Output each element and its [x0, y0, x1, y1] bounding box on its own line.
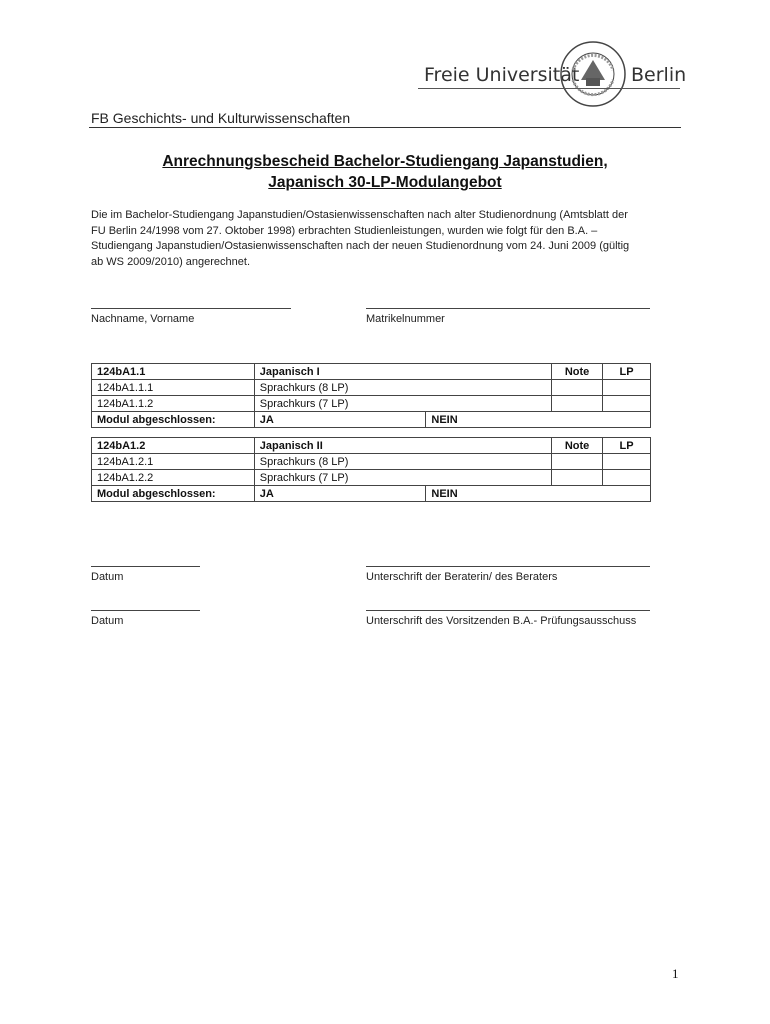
document-title-line1: Anrechnungsbescheid Bachelor-Studiengang Japanstudien,: [162, 153, 608, 170]
document-title-line2: Japanisch 30-LP-Modulangebot: [268, 174, 502, 191]
module-code: 124bA1.1: [92, 364, 255, 380]
department-name: FB Geschichts- und Kulturwissenschaften: [91, 110, 351, 126]
lp-cell[interactable]: [603, 454, 651, 470]
course-name: Sprachkurs (8 LP): [254, 380, 551, 396]
course-code: 124bA1.1.2: [92, 396, 255, 412]
note-cell[interactable]: [552, 396, 603, 412]
page-number: 1: [672, 966, 679, 981]
logo-rule: [418, 88, 680, 89]
course-code: 124bA1.1.1: [92, 380, 255, 396]
intro-line: ab WS 2009/2010) angerechnet.: [91, 255, 251, 268]
name-field-line[interactable]: [91, 308, 291, 309]
date2-line[interactable]: [91, 610, 200, 611]
lp-cell[interactable]: [603, 470, 651, 486]
table-row: [92, 454, 651, 470]
module-name: Japanisch II: [254, 438, 551, 454]
intro-line: Studiengang Japanstudien/Ostasienwissenschaften nach der neuen Studienordnung vom 24. Juni 2009 (gültig: [91, 240, 630, 252]
chair-signature-line[interactable]: [366, 610, 650, 611]
note-header: Note: [552, 438, 603, 454]
table-row: [92, 396, 651, 412]
intro-paragraph: [91, 208, 683, 270]
lp-cell[interactable]: [603, 396, 651, 412]
note-cell[interactable]: [552, 454, 603, 470]
intro-line: Die im Bachelor-Studiengang Japanstudien/Ostasienwissenschaften nach alter Studienordnung (Amtsblatt der: [91, 209, 628, 221]
date1-label: Datum: [91, 571, 124, 583]
lp-header: LP: [603, 364, 651, 380]
course-name: Sprachkurs (8 LP): [254, 454, 551, 470]
lp-header: LP: [603, 438, 651, 454]
date1-line[interactable]: [91, 566, 200, 567]
module-table-1: [91, 363, 651, 428]
table-header-row: [92, 364, 651, 380]
note-cell[interactable]: [552, 470, 603, 486]
department-rule: [89, 127, 681, 128]
intro-line: FU Berlin 24/1998 vom 27. Oktober 1998) erbrachten Studienleistungen, wurden wie folgt für den B.A. –: [91, 224, 598, 237]
course-name: Sprachkurs (7 LP): [254, 396, 551, 412]
completion-row: [92, 486, 651, 502]
completion-row: [92, 412, 651, 428]
completion-no[interactable]: NEIN: [426, 486, 651, 502]
chair-signature-label: Unterschrift des Vorsitzenden B.A.- Prüfungsausschuss: [366, 615, 637, 627]
name-field-label: Nachname, Vorname: [91, 313, 195, 325]
course-code: 124bA1.2.1: [92, 454, 255, 470]
advisor-signature-line[interactable]: [366, 566, 650, 567]
completion-label: Modul abgeschlossen:: [92, 412, 255, 428]
completion-no[interactable]: NEIN: [426, 412, 651, 428]
course-code: 124bA1.2.2: [92, 470, 255, 486]
lp-cell[interactable]: [603, 380, 651, 396]
note-header: Note: [552, 364, 603, 380]
completion-yes[interactable]: JA: [254, 412, 426, 428]
table-header-row: [92, 438, 651, 454]
logo-text-left: Freie Universität: [424, 64, 580, 86]
matrikel-field-line[interactable]: [366, 308, 650, 309]
table-row: [92, 470, 651, 486]
logo-text-right: Berlin: [631, 64, 687, 86]
note-cell[interactable]: [552, 380, 603, 396]
completion-yes[interactable]: JA: [254, 486, 426, 502]
course-name: Sprachkurs (7 LP): [254, 470, 551, 486]
module-table-2: [91, 437, 651, 502]
completion-label: Modul abgeschlossen:: [92, 486, 255, 502]
table-row: [92, 380, 651, 396]
date2-label: Datum: [91, 615, 124, 627]
module-name: Japanisch I: [254, 364, 551, 380]
matrikel-field-label: Matrikelnummer: [366, 313, 445, 325]
module-code: 124bA1.2: [92, 438, 255, 454]
university-seal-icon: [559, 40, 627, 108]
advisor-signature-label: Unterschrift der Beraterin/ des Beraters: [366, 571, 558, 583]
